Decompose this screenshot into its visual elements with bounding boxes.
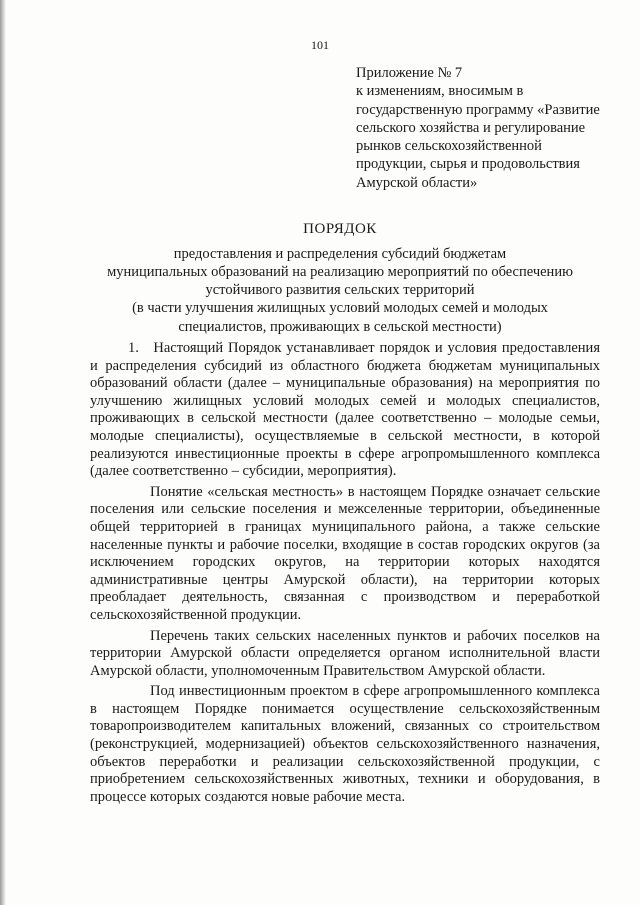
subtitle-line: (в части улучшения жилищных условий молодых семей и молодых xyxy=(132,300,548,317)
document-title xyxy=(60,220,620,336)
subtitle-line: устойчивого развития сельских территорий xyxy=(205,282,475,299)
appendix-line: Приложение № 7 xyxy=(356,65,463,81)
appendix-line: сельского хозяйства и регулирование xyxy=(356,119,586,136)
appendix-line: Амурской области» xyxy=(356,174,478,191)
subtitle-line: муниципальных образований на реализацию мероприятий по обеспечению xyxy=(107,264,573,281)
paragraph-1: 1. Настоящий Порядок устанавливает порядок и условия предоставления и распределения субсидий из областного бюджета бюджетам муниципальных образований области (далее – муниципальные образования) на мероприятия по улучшению жилищных условий молодых семей и молодых специалистов, проживающих в сельской местности (далее соответственно – молодые семьи, молодые специалисты), осуществляемые в сельской местности, в которой реализуются инвестиционные проекты в сфере агропромышленного комплекса (далее соответственно – субсидии, мероприятия). xyxy=(90,340,600,480)
subtitle-line: предоставления и распределения субсидий бюджетам xyxy=(173,246,507,263)
appendix-line: рынков сельскохозяйственной xyxy=(356,138,542,155)
title-heading: ПОРЯДОК xyxy=(303,221,377,237)
subtitle-line: специалистов, проживающих в сельской местности) xyxy=(178,318,502,335)
paragraph-2: Понятие «сельская местность» в настоящем Порядке означает сельские поселения или сельские поселения и межселенные территории, объединенные общей территорией в границах муниципального района, а также сельские населенные пункты и рабочие поселки, входящие в состав городских округов (за исключением городских округов, на территории которых находятся административные центры Амурской области), на территории которых преобладает деятельность, связанная с производством и переработкой сельскохозяйственной продукции. xyxy=(90,483,600,623)
page-number: 101 xyxy=(311,38,329,52)
appendix-line: продукции, сырья и продовольствия xyxy=(356,156,580,173)
scan-edge-shadow xyxy=(0,0,6,905)
appendix-line: к изменениям, вносимым в xyxy=(356,83,524,100)
appendix-line: государственную программу «Развитие xyxy=(356,101,600,118)
title-subtitle xyxy=(60,245,620,335)
paragraph-4: Под инвестиционным проектом в сфере агропромышленного комплекса в настоящем Порядке понимается осуществление сельскохозяйственным товаропроизводителем капитальных вложений, связанных со строительством (реконструкцией, модернизацией) объектов сельскохозяйственного назначения, объектов переработки и реализации сельскохозяйственной продукции, с приобретением сельскохозяйственных животных, техники и оборудования, в процессе которых создаются новые рабочие места. xyxy=(90,683,600,805)
document-body xyxy=(90,340,600,809)
appendix-header xyxy=(356,64,606,192)
paragraph-3: Перечень таких сельских населенных пунктов и рабочих поселков на территории Амурской области определяется органом исполнительной власти Амурской области, уполномоченным Правительством Амурской области. xyxy=(90,627,600,679)
